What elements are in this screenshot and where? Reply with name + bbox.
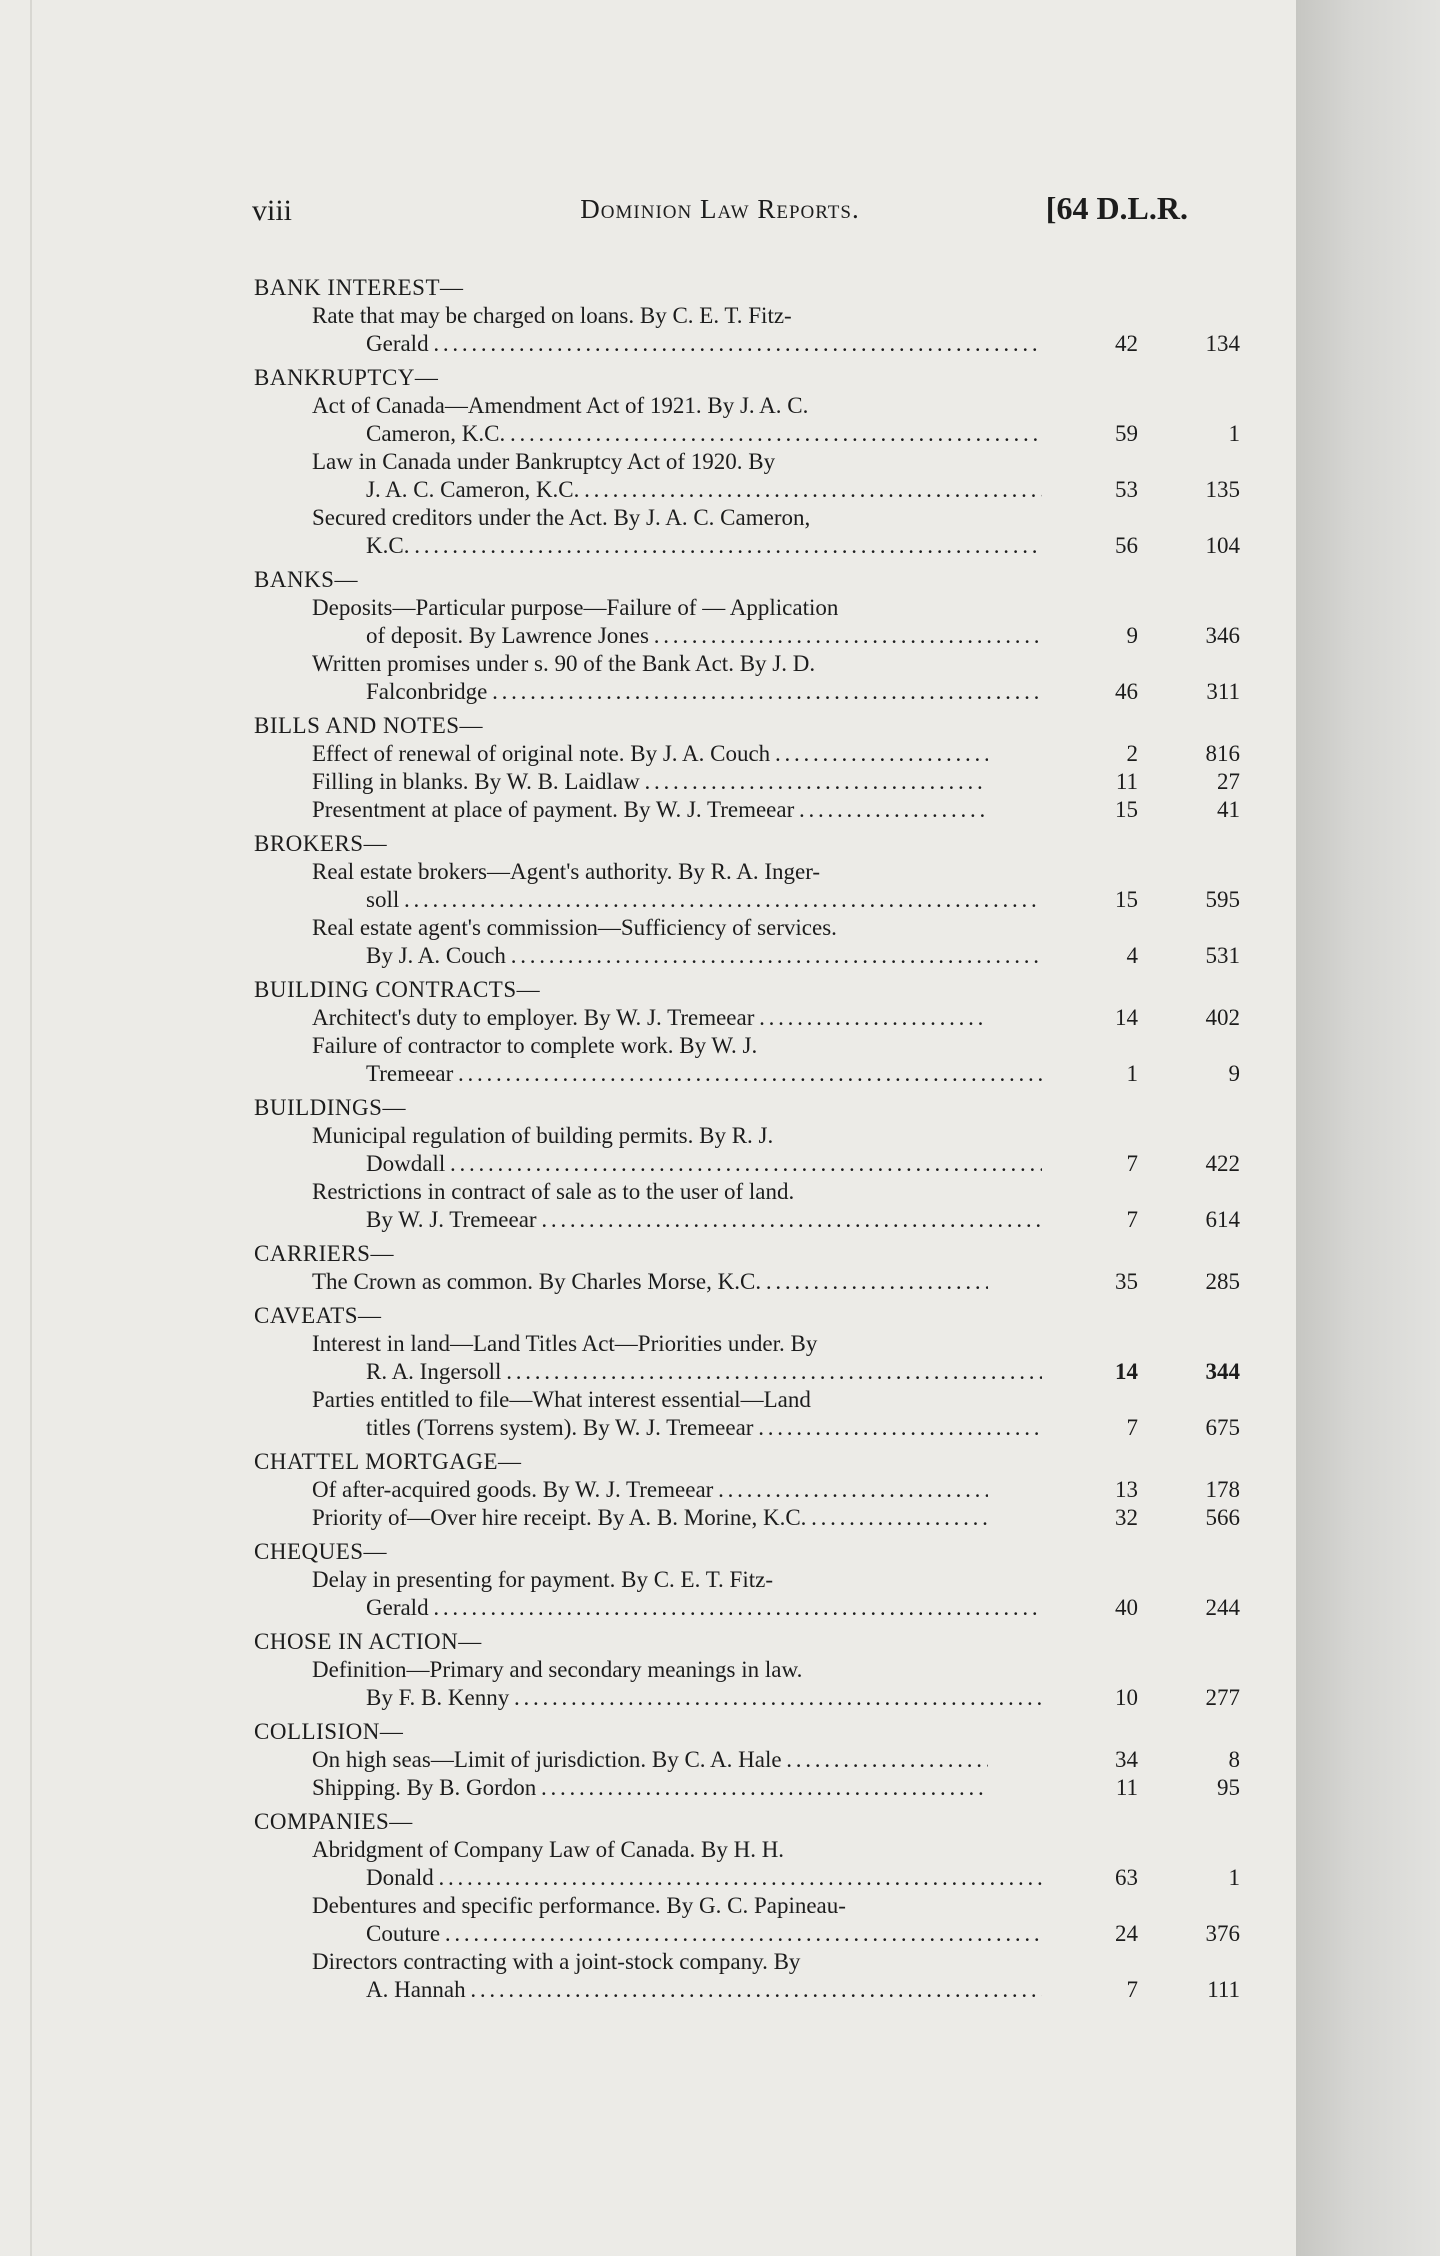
index-entry — [312, 448, 1240, 504]
index-heading: COLLISION— — [254, 1719, 404, 1744]
volume-number: 11 — [1115, 1775, 1138, 1800]
entry-title: Effect of renewal of original note. By J. A. Couch . . . — [312, 740, 988, 768]
index-entry — [312, 1892, 1240, 1948]
volume-number: 63 — [1115, 1865, 1138, 1890]
entry-title: The Crown as common. By Charles Morse, K.C. . . . — [312, 1268, 988, 1296]
volume-number: 32 — [1115, 1505, 1138, 1530]
index-entry — [312, 1836, 1240, 1892]
page-reference: 285 — [1205, 1269, 1240, 1294]
entry-continuation: By W. J. Tremeear . . . — [366, 1206, 1042, 1234]
volume-number: 14 — [1115, 1005, 1138, 1030]
index-heading: BROKERS— — [254, 831, 388, 856]
page-reference: 104 — [1205, 533, 1240, 558]
entry-continuation: Tremeear . . . — [366, 1060, 1042, 1088]
index-entry — [312, 1504, 1240, 1532]
index-entry — [312, 392, 1240, 448]
index-entry — [312, 1656, 1240, 1712]
running-header — [252, 190, 1188, 240]
page-reference: 111 — [1207, 1977, 1240, 2002]
volume-number: 14 — [1115, 1359, 1138, 1384]
volume-number: 35 — [1115, 1269, 1138, 1294]
index-entry — [312, 1774, 1240, 1802]
entry-title: Rate that may be charged on loans. By C. E. T. Fitz- — [312, 303, 792, 328]
index-entry — [312, 1386, 1240, 1442]
entry-title: Act of Canada—Amendment Act of 1921. By J. A. C. — [312, 393, 809, 418]
page-reference: 402 — [1205, 1005, 1240, 1030]
entry-continuation: By F. B. Kenny . . . — [366, 1684, 1042, 1712]
index-heading: CAVEATS— — [254, 1303, 382, 1328]
index-heading: BUILDINGS— — [254, 1095, 406, 1120]
annotations-index — [254, 268, 1240, 2004]
volume-number: 9 — [1126, 623, 1138, 648]
entry-title: Law in Canada under Bankruptcy Act of 1920. By — [312, 449, 776, 474]
index-entry — [312, 1122, 1240, 1178]
volume-number: 53 — [1115, 477, 1138, 502]
page-reference: 346 — [1205, 623, 1240, 648]
page-reference: 531 — [1205, 943, 1240, 968]
page-reference: 178 — [1205, 1477, 1240, 1502]
page-reference: 277 — [1205, 1685, 1240, 1710]
entry-title: Interest in land—Land Titles Act—Priorities under. By — [312, 1331, 818, 1356]
volume-number: 24 — [1115, 1921, 1138, 1946]
page-reference: 9 — [1228, 1061, 1240, 1086]
page-reference: 1 — [1228, 421, 1240, 446]
page-reference: 376 — [1205, 1921, 1240, 1946]
running-title: Dominion Law Reports. — [580, 194, 860, 224]
volume-number: 15 — [1115, 797, 1138, 822]
entry-title: Real estate brokers—Agent's authority. By R. A. Inger- — [312, 859, 821, 884]
volume-number: 13 — [1115, 1477, 1138, 1502]
index-entry — [312, 1268, 1240, 1296]
page-reference: 1 — [1228, 1865, 1240, 1890]
page-reference: 134 — [1205, 331, 1240, 356]
entry-continuation: J. A. C. Cameron, K.C. . . . — [366, 476, 1042, 504]
volume-number: 46 — [1115, 679, 1138, 704]
entry-continuation: titles (Torrens system). By W. J. Tremeear . . . — [366, 1414, 1042, 1442]
volume-number: 2 — [1126, 741, 1138, 766]
page-reference: 95 — [1217, 1775, 1240, 1800]
index-entry — [312, 1004, 1240, 1032]
page-reference: 675 — [1205, 1415, 1240, 1440]
entry-title: Priority of—Over hire receipt. By A. B. Morine, K.C. . . . — [312, 1504, 988, 1532]
entry-continuation: Gerald . . . — [366, 1594, 1042, 1622]
page-number: viii — [252, 194, 293, 227]
entry-title: Shipping. By B. Gordon . . . — [312, 1774, 988, 1802]
page-reference: 614 — [1205, 1207, 1240, 1232]
entry-title: Parties entitled to file—What interest essential—Land — [312, 1387, 811, 1412]
page-reference: 566 — [1205, 1505, 1240, 1530]
entry-title: On high seas—Limit of jurisdiction. By C. A. Hale . . . — [312, 1746, 988, 1774]
index-heading: BANK INTEREST— — [254, 275, 464, 300]
volume-number: 40 — [1115, 1595, 1138, 1620]
index-entry — [312, 858, 1240, 914]
entry-title: Secured creditors under the Act. By J. A. C. Cameron, — [312, 505, 811, 530]
index-entry — [312, 1566, 1240, 1622]
entry-continuation: K.C. . . . — [366, 532, 1042, 560]
entry-continuation: Cameron, K.C. . . . — [366, 420, 1042, 448]
entry-title: Abridgment of Company Law of Canada. By H. H. — [312, 1837, 785, 1862]
index-entry — [312, 1746, 1240, 1774]
entry-title: Debentures and specific performance. By G. C. Papineau- — [312, 1893, 846, 1918]
entry-continuation: Falconbridge . . . — [366, 678, 1042, 706]
volume-number: 15 — [1115, 887, 1138, 912]
entry-title: Delay in presenting for payment. By C. E. T. Fitz- — [312, 1567, 773, 1592]
entry-continuation: R. A. Ingersoll . . . — [366, 1358, 1042, 1386]
volume-number: 56 — [1115, 533, 1138, 558]
volume-number: 11 — [1115, 769, 1138, 794]
index-entry — [312, 740, 1240, 768]
entry-title: Restrictions in contract of sale as to the user of land. — [312, 1179, 795, 1204]
entry-title: Deposits—Particular purpose—Failure of — Application — [312, 595, 839, 620]
page-reference: 244 — [1205, 1595, 1240, 1620]
volume-number: 59 — [1115, 421, 1138, 446]
index-heading: BANKRUPTCY— — [254, 365, 439, 390]
volume-number: 7 — [1126, 1415, 1138, 1440]
entry-title: Directors contracting with a joint-stock company. By — [312, 1949, 801, 1974]
adjacent-page-edge — [1296, 0, 1440, 2256]
index-heading: COMPANIES— — [254, 1809, 413, 1834]
entry-title: Architect's duty to employer. By W. J. Tremeear . . . — [312, 1004, 988, 1032]
page-reference: 595 — [1205, 887, 1240, 912]
entry-title: Of after-acquired goods. By W. J. Tremeear . . . — [312, 1476, 988, 1504]
index-entry — [312, 1178, 1240, 1234]
index-entry — [312, 302, 1240, 358]
page-reference: 422 — [1205, 1151, 1240, 1176]
index-entry — [312, 768, 1240, 796]
entry-title: Definition—Primary and secondary meanings in law. — [312, 1657, 803, 1682]
index-heading: BANKS— — [254, 567, 358, 592]
volume-reference: [64 D.L.R. — [1045, 190, 1188, 226]
page-reference: 311 — [1206, 679, 1240, 704]
index-entry — [312, 650, 1240, 706]
entry-continuation: By J. A. Couch . . . — [366, 942, 1042, 970]
entry-title: Municipal regulation of building permits. By R. J. — [312, 1123, 774, 1148]
index-entry — [312, 1476, 1240, 1504]
volume-number: 34 — [1115, 1747, 1138, 1772]
index-heading: CHATTEL MORTGAGE— — [254, 1449, 522, 1474]
page-reference: 135 — [1205, 477, 1240, 502]
index-entry — [312, 504, 1240, 560]
index-heading: CARRIERS— — [254, 1241, 394, 1266]
volume-number: 7 — [1126, 1151, 1138, 1176]
entry-title: Real estate agent's commission—Sufficiency of services. — [312, 915, 837, 940]
index-entry — [312, 796, 1240, 824]
entry-continuation: Dowdall . . . — [366, 1150, 1042, 1178]
page-gutter — [30, 0, 32, 2256]
entry-continuation: Gerald . . . — [366, 330, 1042, 358]
entry-title: Failure of contractor to complete work. By W. J. — [312, 1033, 758, 1058]
entry-title: Presentment at place of payment. By W. J. Tremeear . . . — [312, 796, 988, 824]
index-heading: CHEQUES— — [254, 1539, 388, 1564]
volume-number: 7 — [1126, 1207, 1138, 1232]
entry-continuation: Couture . . . — [366, 1920, 1042, 1948]
page-reference: 816 — [1205, 741, 1240, 766]
index-heading: BILLS AND NOTES— — [254, 713, 484, 738]
volume-number: 4 — [1126, 943, 1138, 968]
index-heading: BUILDING CONTRACTS— — [254, 977, 541, 1002]
entry-continuation: A. Hannah . . . — [366, 1976, 1042, 2004]
entry-title: Filling in blanks. By W. B. Laidlaw . . . — [312, 768, 988, 796]
volume-number: 7 — [1126, 1977, 1138, 2002]
entry-continuation: soll . . . — [366, 886, 1042, 914]
index-entry — [312, 1948, 1240, 2004]
entry-title: Written promises under s. 90 of the Bank Act. By J. D. — [312, 651, 816, 676]
index-entry — [312, 594, 1240, 650]
volume-number: 1 — [1126, 1061, 1138, 1086]
volume-number: 10 — [1115, 1685, 1138, 1710]
index-entry — [312, 1330, 1240, 1386]
index-entry — [312, 914, 1240, 970]
index-heading: CHOSE IN ACTION— — [254, 1629, 482, 1654]
volume-number: 42 — [1115, 331, 1138, 356]
page-reference: 344 — [1205, 1359, 1240, 1384]
page-reference: 8 — [1228, 1747, 1240, 1772]
entry-continuation: of deposit. By Lawrence Jones . . . — [366, 622, 1042, 650]
page-reference: 27 — [1217, 769, 1240, 794]
page-reference: 41 — [1217, 797, 1240, 822]
entry-continuation: Donald . . . — [366, 1864, 1042, 1892]
index-entry — [312, 1032, 1240, 1088]
